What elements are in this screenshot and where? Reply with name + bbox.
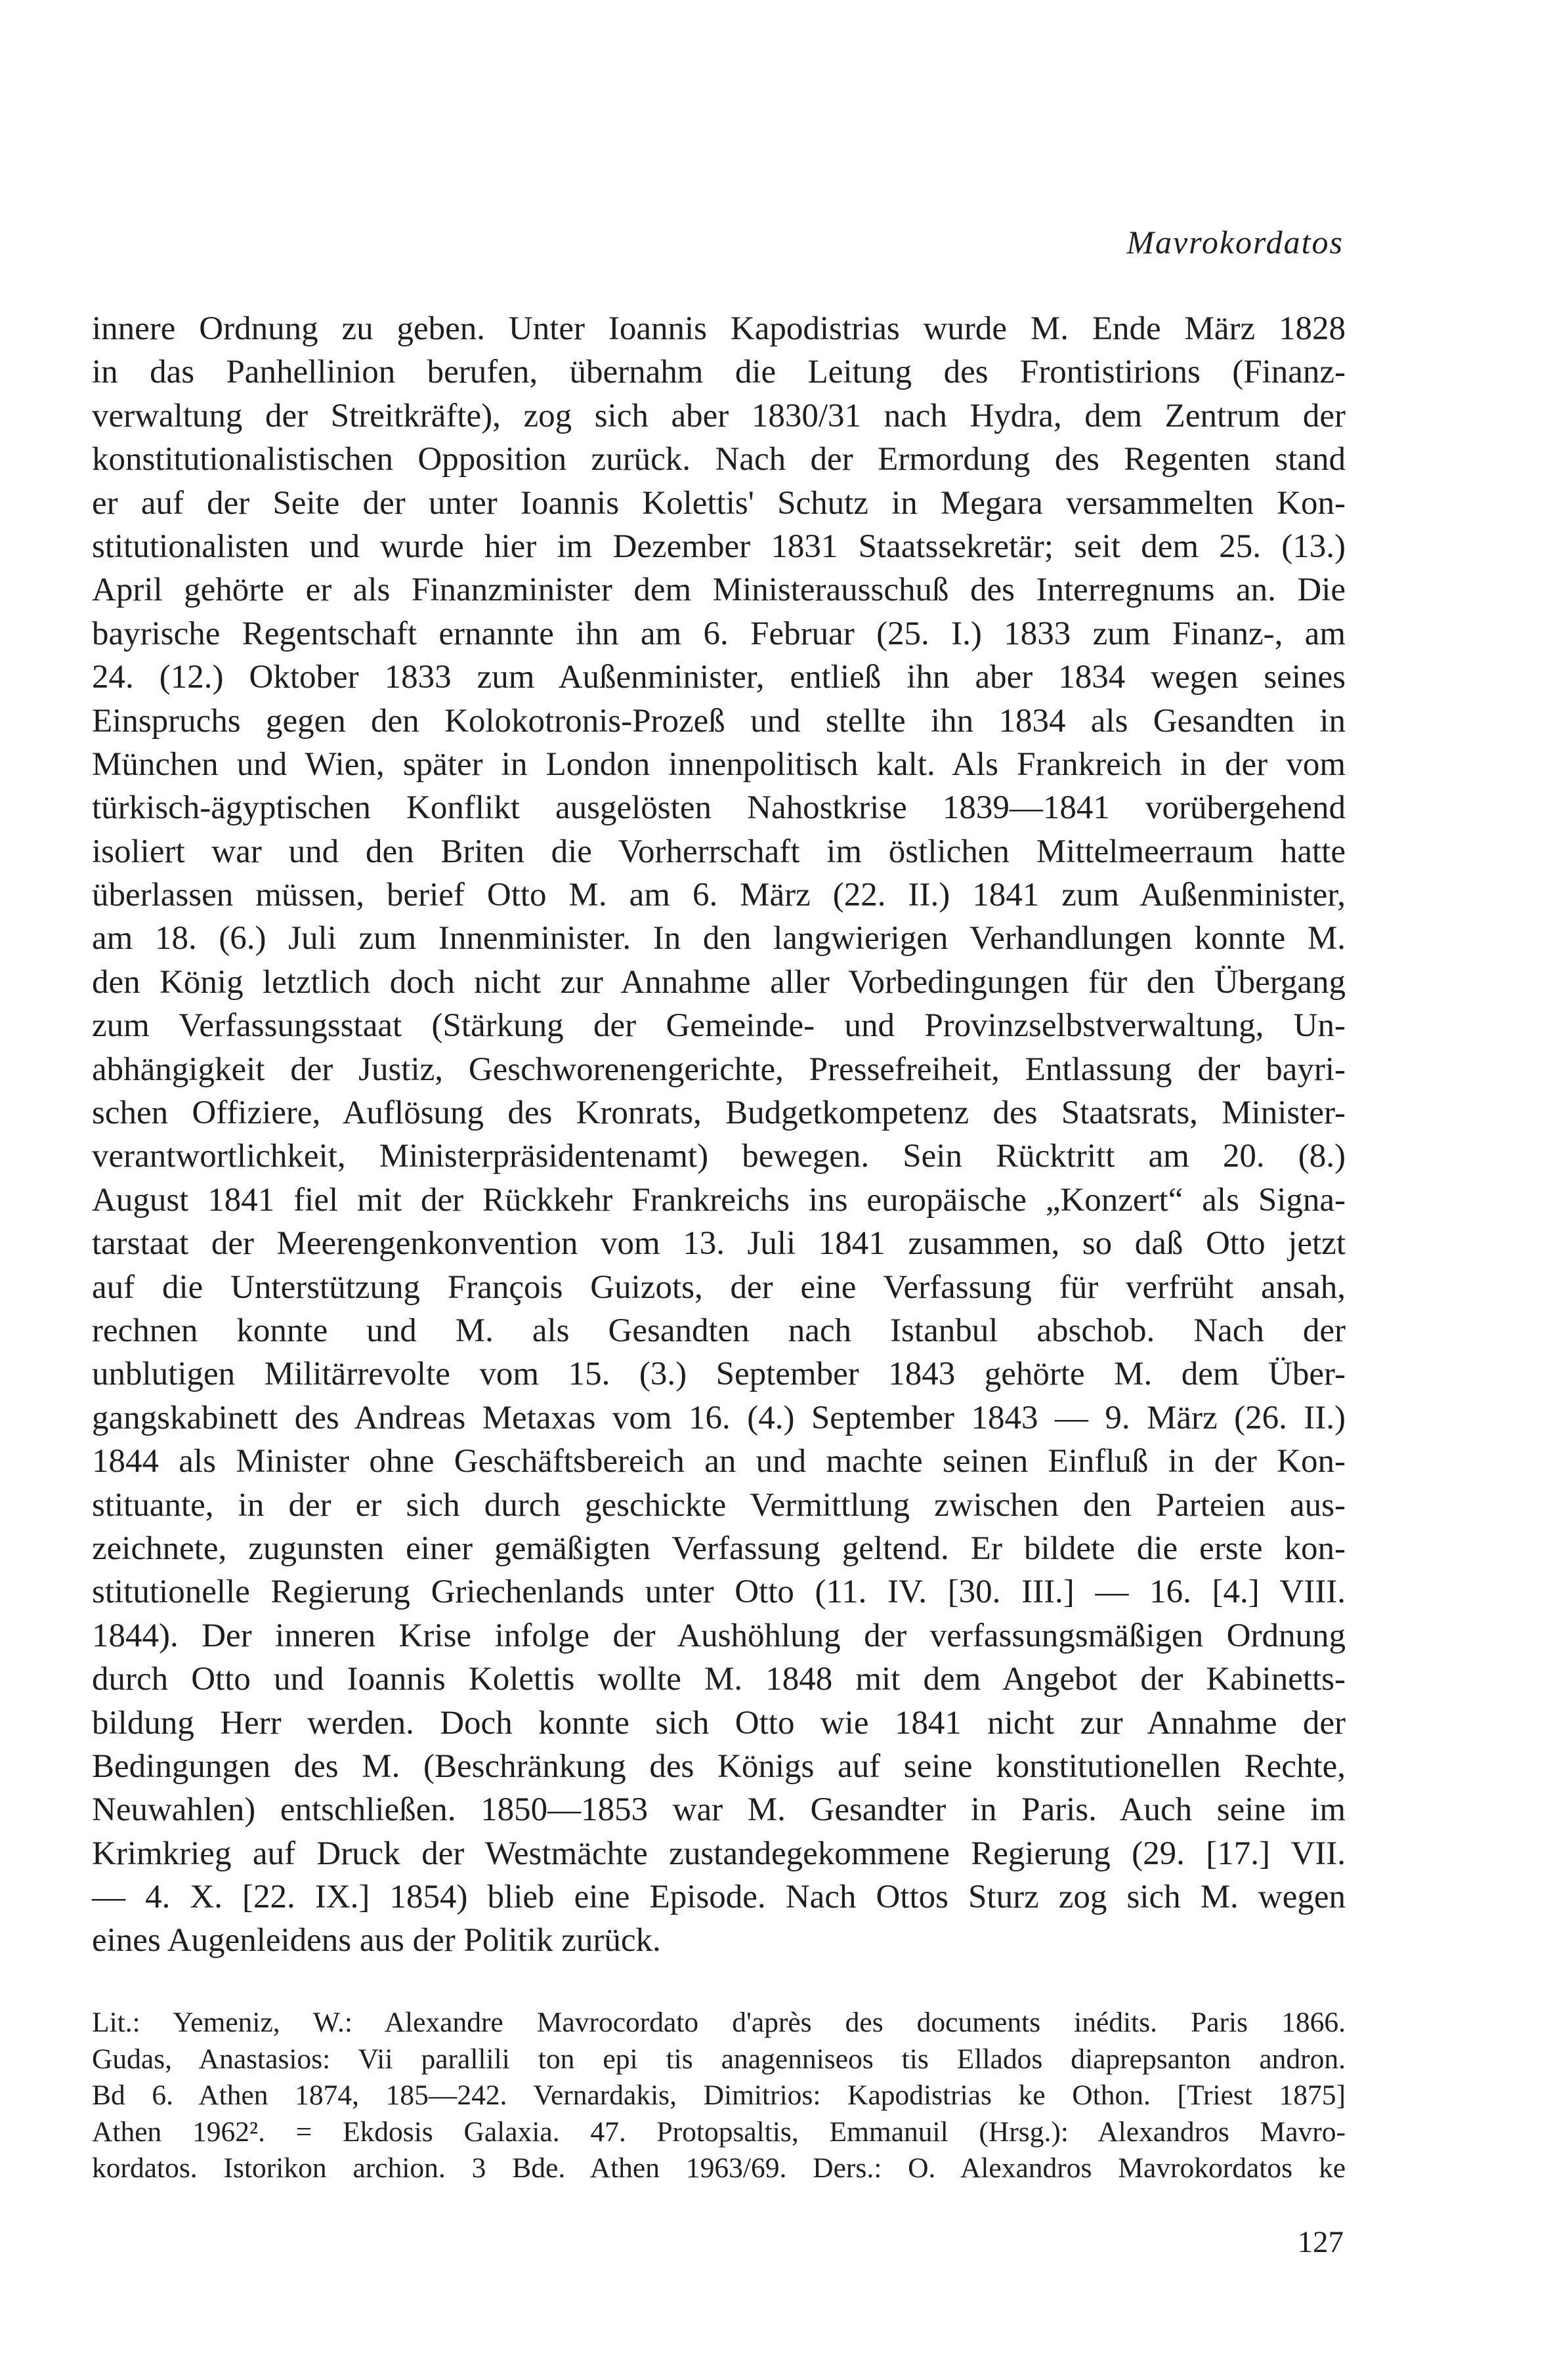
body-text-line: stitutionelle Regierung Griechenlands unter Otto (11. IV. [30. III.] — 16. [4.] VIII.: [92, 1574, 1346, 1611]
body-text-line: Einspruchs gegen den Kolokotronis-Prozeß und stellte ihn 1834 als Gesandten in: [92, 702, 1346, 740]
body-text-line: stituante, in der er sich durch geschickte Vermittlung zwischen den Parteien aus-: [92, 1486, 1346, 1524]
body-text-line: Krimkrieg auf Druck der Westmächte zustandegekommene Regierung (29. [17.] VII.: [92, 1835, 1346, 1872]
body-text-line: August 1841 fiel mit der Rückkehr Frankreichs ins europäische „Konzert“ als Signa-: [92, 1181, 1346, 1219]
body-text-line: innere Ordnung zu geben. Unter Ioannis Kapodistrias wurde M. Ende März 1828: [92, 310, 1346, 347]
literature-references: [92, 2005, 1346, 2187]
literature-line: Lit.: Yemeniz, W.: Alexandre Mavrocordato d'après des documents inédits. Paris 1866.: [92, 2007, 1346, 2038]
body-text-line: bildung Herr werden. Doch konnte sich Otto wie 1841 nicht zur Annahme der: [92, 1704, 1346, 1742]
body-text-line: auf die Unterstützung François Guizots, der eine Verfassung für verfrüht ansah,: [92, 1268, 1346, 1306]
body-text-line: türkisch-ägyptischen Konflikt ausgelösten Nahostkrise 1839—1841 vorübergehend: [92, 789, 1346, 827]
body-text-line: er auf der Seite der unter Ioannis Kolettis' Schutz in Megara versammelten Kon-: [92, 484, 1346, 522]
body-text-line: verantwortlichkeit, Ministerpräsidentenamt) bewegen. Sein Rücktritt am 20. (8.): [92, 1138, 1346, 1175]
running-head: Mavrokordatos: [1126, 224, 1344, 261]
literature-line: Bd 6. Athen 1874, 185—242. Vernardakis, Dimitrios: Kapodistrias ke Othon. [Triest 1875]: [92, 2079, 1346, 2111]
body-text-line: schen Offiziere, Auflösung des Kronrats, Budgetkompetenz des Staatsrats, Minister-: [92, 1095, 1346, 1132]
body-text-line: isoliert war und den Briten die Vorherrschaft im östlichen Mittelmeerraum hatte: [92, 833, 1346, 870]
body-text-line: 24. (12.) Oktober 1833 zum Außenminister, entließ ihn aber 1834 wegen seines: [92, 659, 1346, 696]
body-text-line: verwaltung der Streitkräfte), zog sich aber 1830/31 nach Hydra, dem Zentrum der: [92, 397, 1346, 434]
body-text-line: unblutigen Militärrevolte vom 15. (3.) September 1843 gehörte M. dem Über-: [92, 1356, 1346, 1393]
body-text-line: 1844). Der inneren Krise infolge der Aushöhlung der verfassungsmäßigen Ordnung: [92, 1617, 1346, 1654]
body-text-line: zeichnete, zugunsten einer gemäßigten Verfassung geltend. Er bildete die erste kon-: [92, 1530, 1346, 1567]
literature-line: Gudas, Anastasios: Vii parallili ton epi tis anagenniseos tis Ellados diaprepsanton andron.: [92, 2043, 1346, 2075]
body-text-line: den König letztlich doch nicht zur Annahme aller Vorbedingungen für den Übergang: [92, 963, 1346, 1001]
body-text-line: gangskabinett des Andreas Metaxas vom 16. (4.) September 1843 — 9. März (26. II.): [92, 1399, 1346, 1436]
body-text-line: stitutionalisten und wurde hier im Dezember 1831 Staatssekretär; seit dem 25. (13.): [92, 528, 1346, 565]
body-text-line: Bedingungen des M. (Beschränkung des Königs auf seine konstitutionellen Rechte,: [92, 1747, 1346, 1785]
body-text-line: durch Otto und Ioannis Kolettis wollte M. 1848 mit dem Angebot der Kabinetts-: [92, 1661, 1346, 1698]
body-text-line: München und Wien, später in London innenpolitisch kalt. Als Frankreich in der vom: [92, 745, 1346, 783]
body-text-line: Neuwahlen) entschließen. 1850—1853 war M. Gesandter in Paris. Auch seine im: [92, 1791, 1346, 1829]
body-text-line: rechnen konnte und M. als Gesandten nach Istanbul abschob. Nach der: [92, 1312, 1346, 1349]
body-text-line: abhängigkeit der Justiz, Geschworenengerichte, Pressefreiheit, Entlassung der bayri-: [92, 1051, 1346, 1088]
body-text-line: — 4. X. [22. IX.] 1854) blieb eine Episode. Nach Ottos Sturz zog sich M. wegen: [92, 1879, 1346, 1916]
body-text-line: eines Augenleidens aus der Politik zurück.: [92, 1922, 661, 1959]
body-text-line: 1844 als Minister ohne Geschäftsbereich an und machte seinen Einfluß in der Kon-: [92, 1443, 1346, 1480]
body-text-line: April gehörte er als Finanzminister dem Ministerausschuß des Interregnums an. Die: [92, 572, 1346, 609]
literature-line: Athen 1962². = Ekdosis Galaxia. 47. Protopsaltis, Emmanuil (Hrsg.): Alexandros Mavro-: [92, 2116, 1346, 2148]
body-text-line: tarstaat der Meerengenkonvention vom 13. Juli 1841 zusammen, so daß Otto jetzt: [92, 1225, 1346, 1263]
body-text-line: am 18. (6.) Juli zum Innenminister. In den langwierigen Verhandlungen konnte M.: [92, 920, 1346, 957]
body-text-line: in das Panhellinion berufen, übernahm die Leitung des Frontistirions (Finanz-: [92, 354, 1346, 391]
body-text-line: bayrische Regentschaft ernannte ihn am 6. Februar (25. I.) 1833 zum Finanz-, am: [92, 615, 1346, 652]
body-text-line: konstitutionalistischen Opposition zurück. Nach der Ermordung des Regenten stand: [92, 441, 1346, 478]
body-text-line: überlassen müssen, berief Otto M. am 6. März (22. II.) 1841 zum Außenminister,: [92, 877, 1346, 914]
body-text-line: zum Verfassungsstaat (Stärkung der Gemeinde- und Provinzselbstverwaltung, Un-: [92, 1007, 1346, 1045]
biography-body: [92, 307, 1346, 1963]
literature-line: kordatos. Istorikon archion. 3 Bde. Athen 1963/69. Ders.: O. Alexandros Mavrokordatos ke: [92, 2152, 1346, 2184]
page-number: 127: [1297, 2225, 1344, 2259]
